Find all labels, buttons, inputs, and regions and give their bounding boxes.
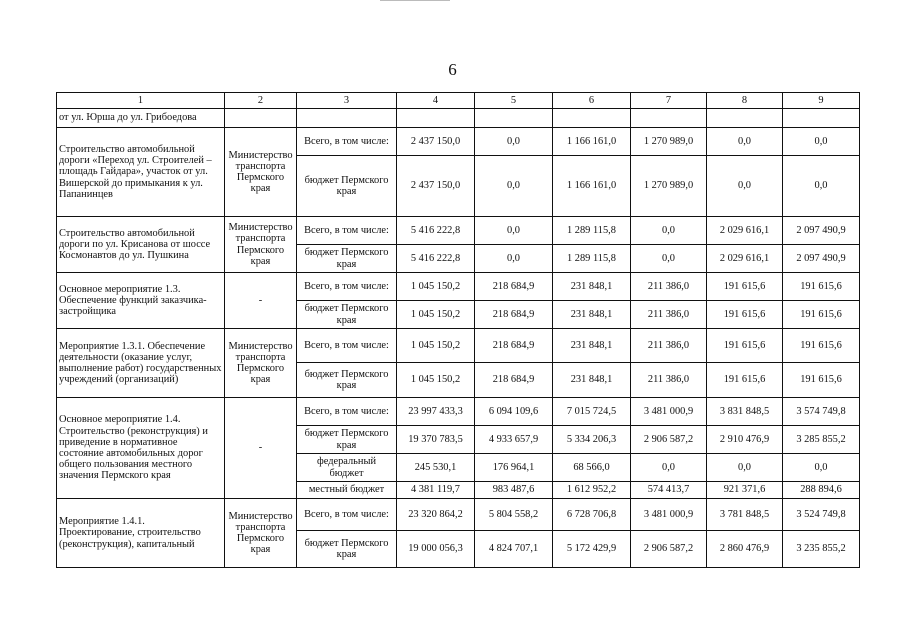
amount-cell: 19 370 783,5 xyxy=(397,426,475,454)
continued-row xyxy=(57,109,860,128)
amount-cell: 3 524 749,8 xyxy=(783,499,860,531)
amount-cell: 1 045 150,2 xyxy=(397,329,475,363)
activity-name: Основное мероприятие 1.3. Обеспечение функций заказчика-застройщика xyxy=(57,273,225,329)
column-number: 9 xyxy=(783,93,860,109)
activity-name: от ул. Юрша до ул. Грибоедова xyxy=(57,109,225,128)
amount-cell: 191 615,6 xyxy=(783,363,860,398)
budget-row xyxy=(57,217,860,245)
empty-cell xyxy=(553,109,631,128)
executor: Министерство транспорта Пермского края xyxy=(225,217,297,273)
funding-source: бюджет Пермского края xyxy=(297,245,397,273)
amount-cell: 0,0 xyxy=(707,454,783,482)
funding-source: местный бюджет xyxy=(297,482,397,499)
amount-cell: 231 848,1 xyxy=(553,329,631,363)
amount-cell: 1 166 161,0 xyxy=(553,156,631,217)
amount-cell: 218 684,9 xyxy=(475,329,553,363)
amount-cell: 176 964,1 xyxy=(475,454,553,482)
amount-cell: 3 481 000,9 xyxy=(631,398,707,426)
activity-name: Строительство автомобильной дороги по ул. Крисанова от шоссе Космонавтов до ул. Пушкина xyxy=(57,217,225,273)
budget-row xyxy=(57,398,860,426)
amount-cell: 0,0 xyxy=(631,217,707,245)
column-number: 6 xyxy=(553,93,631,109)
amount-cell: 5 172 429,9 xyxy=(553,531,631,568)
amount-cell: 19 000 056,3 xyxy=(397,531,475,568)
amount-cell: 2 097 490,9 xyxy=(783,245,860,273)
amount-cell: 191 615,6 xyxy=(707,273,783,301)
amount-cell: 211 386,0 xyxy=(631,363,707,398)
funding-source: Всего, в том числе: xyxy=(297,329,397,363)
amount-cell: 0,0 xyxy=(783,128,860,156)
funding-source: бюджет Пермского края xyxy=(297,426,397,454)
amount-cell: 0,0 xyxy=(475,128,553,156)
amount-cell: 4 824 707,1 xyxy=(475,531,553,568)
amount-cell: 0,0 xyxy=(475,245,553,273)
amount-cell: 2 906 587,2 xyxy=(631,426,707,454)
column-number: 8 xyxy=(707,93,783,109)
empty-cell xyxy=(631,109,707,128)
amount-cell: 6 094 109,6 xyxy=(475,398,553,426)
page-number: 6 xyxy=(448,60,457,79)
amount-cell: 5 416 222,8 xyxy=(397,245,475,273)
amount-cell: 7 015 724,5 xyxy=(553,398,631,426)
amount-cell: 5 804 558,2 xyxy=(475,499,553,531)
column-number: 7 xyxy=(631,93,707,109)
column-number: 2 xyxy=(225,93,297,109)
amount-cell: 1 045 150,2 xyxy=(397,363,475,398)
amount-cell: 3 574 749,8 xyxy=(783,398,860,426)
amount-cell: 1 289 115,8 xyxy=(553,245,631,273)
amount-cell: 4 381 119,7 xyxy=(397,482,475,499)
amount-cell: 68 566,0 xyxy=(553,454,631,482)
amount-cell: 218 684,9 xyxy=(475,363,553,398)
empty-cell xyxy=(397,109,475,128)
amount-cell: 5 334 206,3 xyxy=(553,426,631,454)
amount-cell: 0,0 xyxy=(707,156,783,217)
amount-cell: 0,0 xyxy=(475,217,553,245)
amount-cell: 3 781 848,5 xyxy=(707,499,783,531)
amount-cell: 0,0 xyxy=(631,245,707,273)
amount-cell: 2 029 616,1 xyxy=(707,245,783,273)
amount-cell: 2 906 587,2 xyxy=(631,531,707,568)
amount-cell: 231 848,1 xyxy=(553,363,631,398)
amount-cell: 288 894,6 xyxy=(783,482,860,499)
executor: - xyxy=(225,398,297,499)
amount-cell: 2 097 490,9 xyxy=(783,217,860,245)
empty-cell xyxy=(783,109,860,128)
amount-cell: 2 029 616,1 xyxy=(707,217,783,245)
budget-table xyxy=(56,92,860,568)
funding-source: Всего, в том числе: xyxy=(297,398,397,426)
funding-source: Всего, в том числе: xyxy=(297,499,397,531)
empty-cell xyxy=(475,109,553,128)
amount-cell: 231 848,1 xyxy=(553,301,631,329)
executor: Министерство транспорта Пермского края xyxy=(225,329,297,398)
amount-cell: 921 371,6 xyxy=(707,482,783,499)
amount-cell: 2 437 150,0 xyxy=(397,128,475,156)
amount-cell: 983 487,6 xyxy=(475,482,553,499)
activity-name: Основное мероприятие 1.4. Строительство (реконструкция) и приведение в нормативное состояние автомобильных дорог общего пользования местного значения Пермского края xyxy=(57,398,225,499)
amount-cell: 1 289 115,8 xyxy=(553,217,631,245)
amount-cell: 23 320 864,2 xyxy=(397,499,475,531)
amount-cell: 3 481 000,9 xyxy=(631,499,707,531)
activity-name: Мероприятие 1.4.1. Проектирование, строительство (реконструкция), капитальный xyxy=(57,499,225,568)
amount-cell: 0,0 xyxy=(475,156,553,217)
amount-cell: 191 615,6 xyxy=(783,273,860,301)
activity-name: Мероприятие 1.3.1. Обеспечение деятельности (оказание услуг, выполнение работ) государственных учреждений (организаций) xyxy=(57,329,225,398)
funding-source: Всего, в том числе: xyxy=(297,273,397,301)
amount-cell: 1 270 989,0 xyxy=(631,128,707,156)
amount-cell: 2 910 476,9 xyxy=(707,426,783,454)
amount-cell: 191 615,6 xyxy=(783,301,860,329)
executor: - xyxy=(225,273,297,329)
amount-cell: 3 235 855,2 xyxy=(783,531,860,568)
amount-cell: 2 860 476,9 xyxy=(707,531,783,568)
amount-cell: 211 386,0 xyxy=(631,301,707,329)
budget-row xyxy=(57,273,860,301)
amount-cell: 218 684,9 xyxy=(475,301,553,329)
amount-cell: 23 997 433,3 xyxy=(397,398,475,426)
column-number: 1 xyxy=(57,93,225,109)
column-number: 5 xyxy=(475,93,553,109)
amount-cell: 191 615,6 xyxy=(707,329,783,363)
column-number: 3 xyxy=(297,93,397,109)
amount-cell: 3 831 848,5 xyxy=(707,398,783,426)
funding-source: бюджет Пермского края xyxy=(297,363,397,398)
amount-cell: 211 386,0 xyxy=(631,329,707,363)
amount-cell: 0,0 xyxy=(783,156,860,217)
scan-artifact-line xyxy=(380,0,450,1)
funding-source: бюджет Пермского края xyxy=(297,531,397,568)
amount-cell: 574 413,7 xyxy=(631,482,707,499)
amount-cell: 3 285 855,2 xyxy=(783,426,860,454)
activity-name: Строительство автомобильной дороги «Переход ул. Строителей – площадь Гайдара», участок от ул. Вишерской до примыкания к ул. Папанинцев xyxy=(57,128,225,217)
amount-cell: 2 437 150,0 xyxy=(397,156,475,217)
budget-row xyxy=(57,329,860,363)
amount-cell: 218 684,9 xyxy=(475,273,553,301)
amount-cell: 1 045 150,2 xyxy=(397,301,475,329)
amount-cell: 6 728 706,8 xyxy=(553,499,631,531)
amount-cell: 5 416 222,8 xyxy=(397,217,475,245)
empty-cell xyxy=(707,109,783,128)
funding-source: Всего, в том числе: xyxy=(297,128,397,156)
amount-cell: 1 166 161,0 xyxy=(553,128,631,156)
amount-cell: 1 045 150,2 xyxy=(397,273,475,301)
empty-cell xyxy=(297,109,397,128)
funding-source: федеральный бюджет xyxy=(297,454,397,482)
budget-row xyxy=(57,499,860,531)
funding-source: бюджет Пермского края xyxy=(297,301,397,329)
amount-cell: 245 530,1 xyxy=(397,454,475,482)
amount-cell: 211 386,0 xyxy=(631,273,707,301)
executor: Министерство транспорта Пермского края xyxy=(225,128,297,217)
amount-cell: 4 933 657,9 xyxy=(475,426,553,454)
column-number: 4 xyxy=(397,93,475,109)
amount-cell: 0,0 xyxy=(631,454,707,482)
amount-cell: 0,0 xyxy=(783,454,860,482)
amount-cell: 1 612 952,2 xyxy=(553,482,631,499)
amount-cell: 0,0 xyxy=(707,128,783,156)
funding-source: Всего, в том числе: xyxy=(297,217,397,245)
budget-row xyxy=(57,128,860,156)
amount-cell: 191 615,6 xyxy=(783,329,860,363)
column-number-row xyxy=(57,93,860,109)
funding-source: бюджет Пермского края xyxy=(297,156,397,217)
amount-cell: 231 848,1 xyxy=(553,273,631,301)
amount-cell: 1 270 989,0 xyxy=(631,156,707,217)
empty-cell xyxy=(225,109,297,128)
amount-cell: 191 615,6 xyxy=(707,301,783,329)
budget-table-body xyxy=(57,93,860,568)
executor: Министерство транспорта Пермского края xyxy=(225,499,297,568)
amount-cell: 191 615,6 xyxy=(707,363,783,398)
